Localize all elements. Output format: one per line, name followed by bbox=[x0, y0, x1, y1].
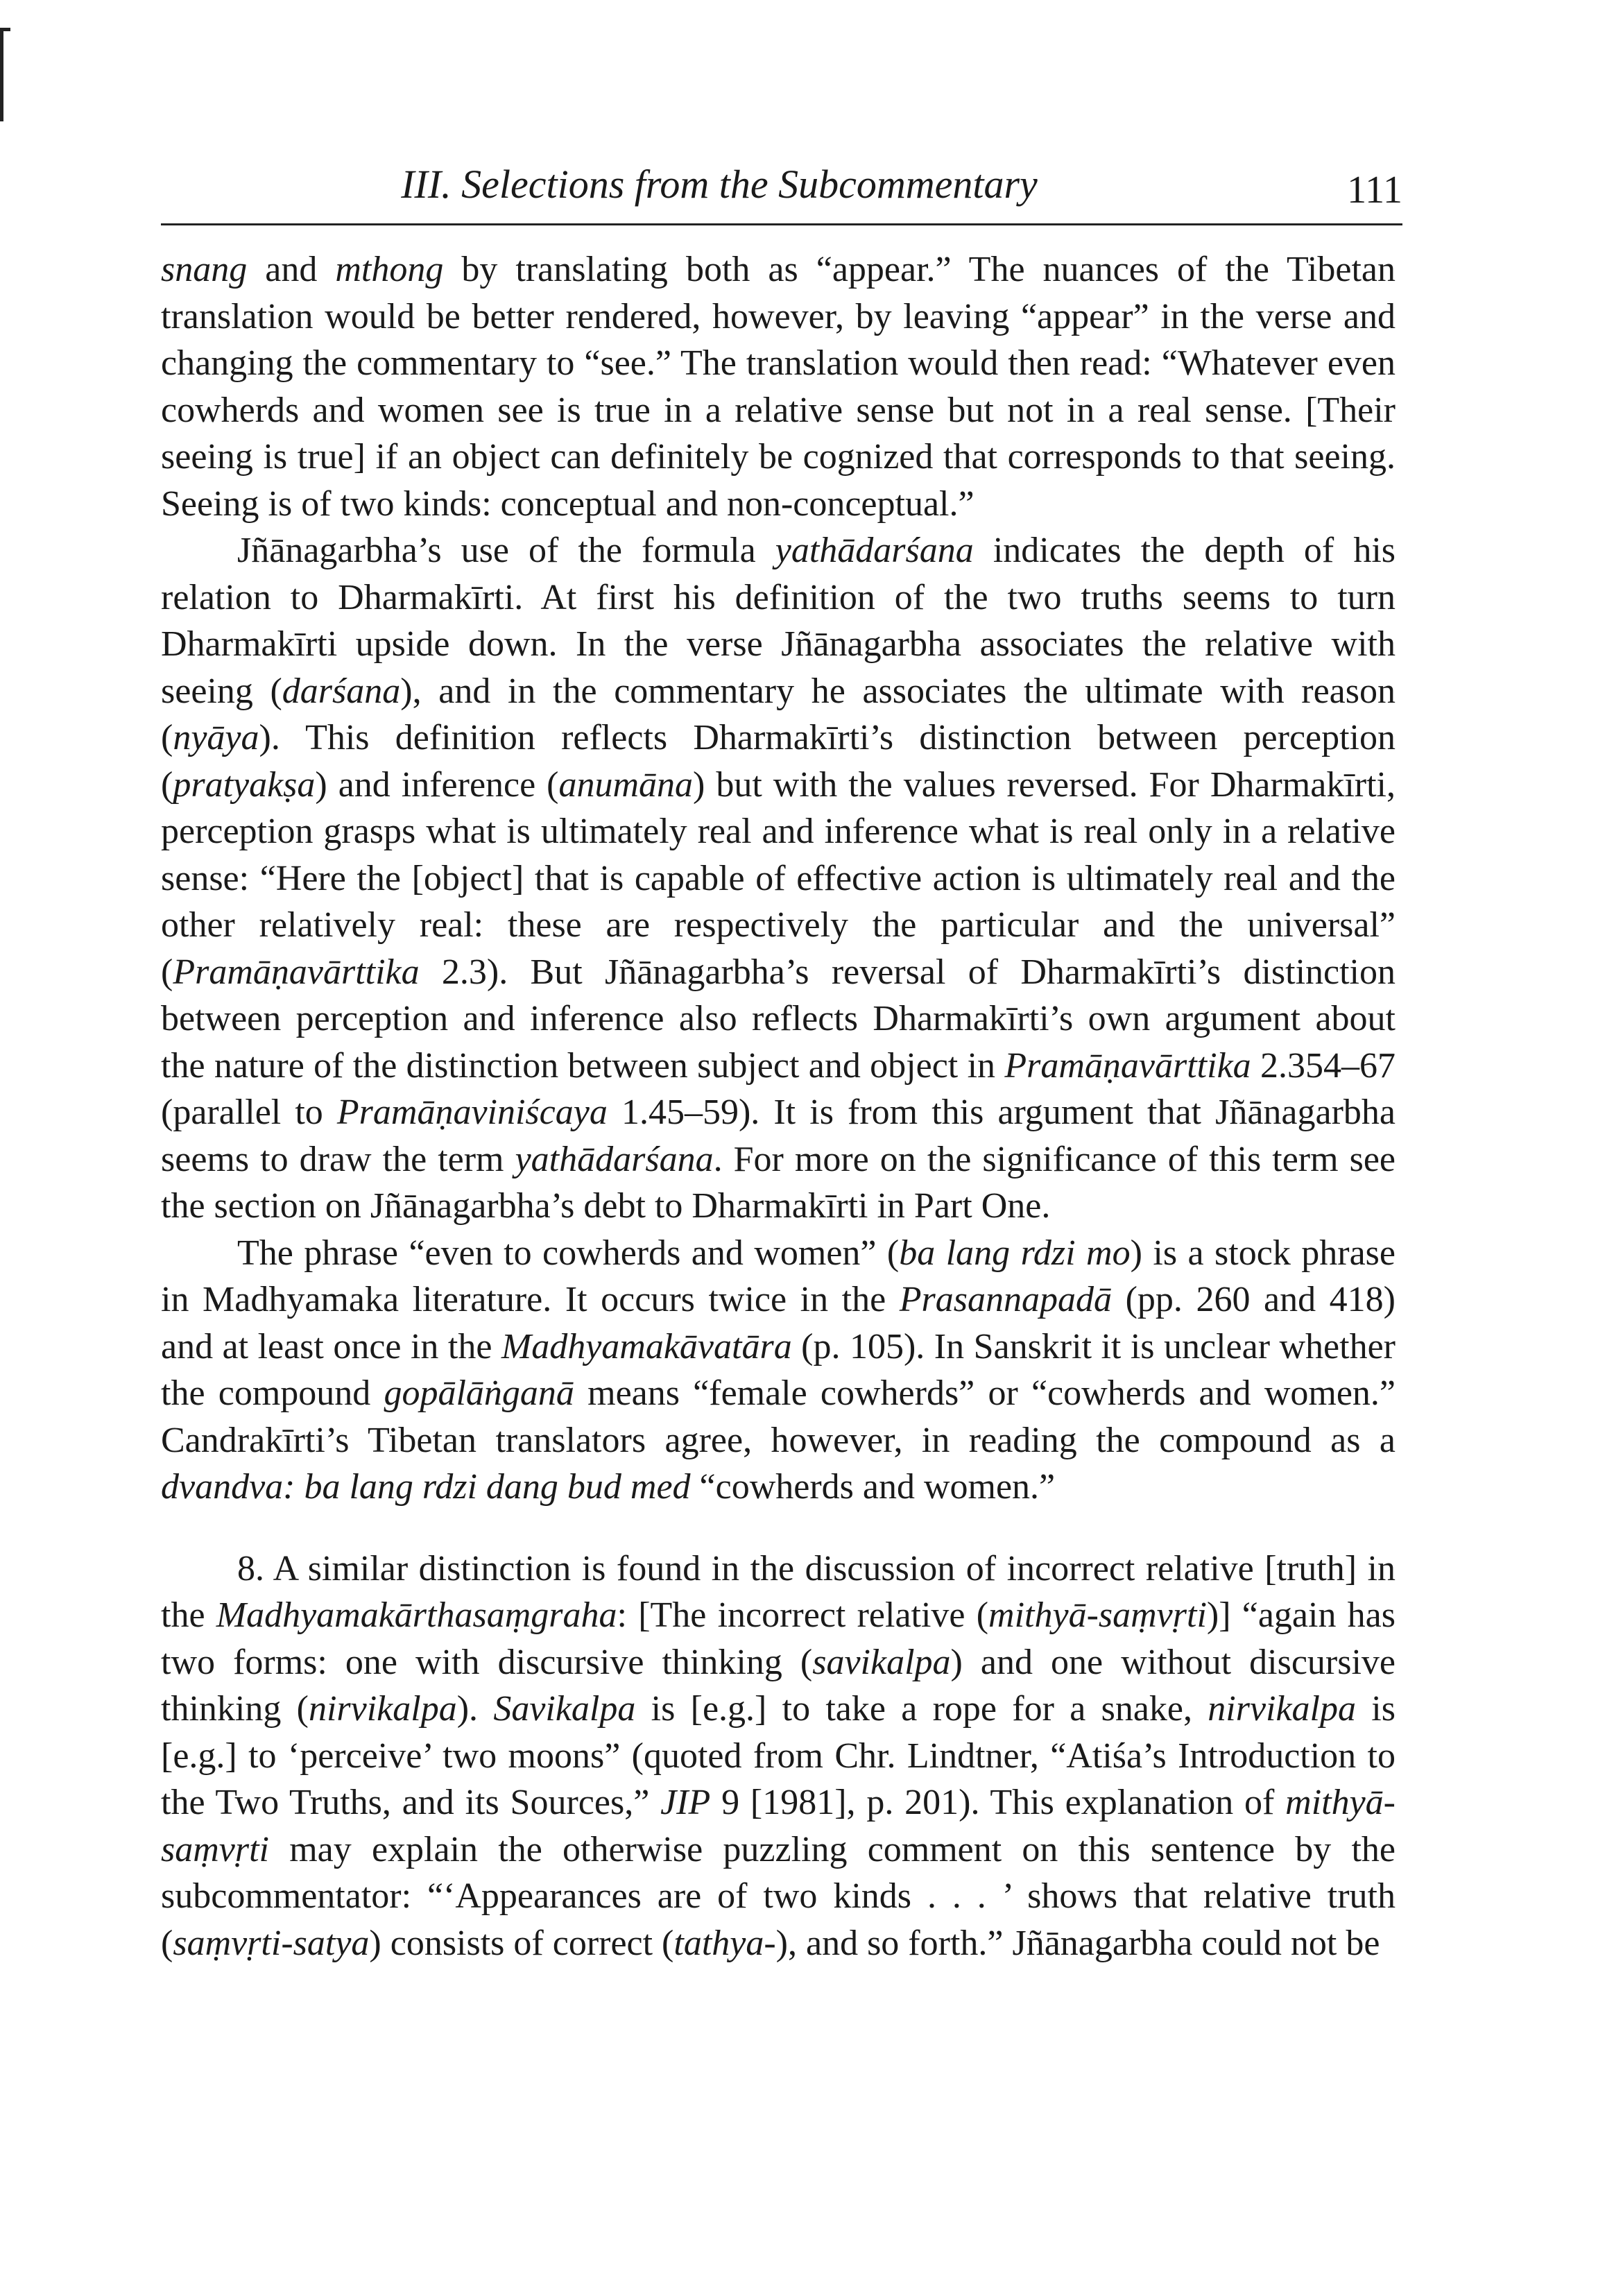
italic-term: Prasannapadā bbox=[899, 1280, 1112, 1319]
italic-term: pratyakṣa bbox=[173, 764, 316, 805]
body-text bbox=[161, 246, 1396, 1967]
italic-term: nyāya bbox=[173, 718, 259, 757]
italic-term: saṃvṛti-satya bbox=[173, 1923, 370, 1963]
text-run: ) and one without discursive thinking ( bbox=[161, 1642, 1396, 1729]
paragraph bbox=[161, 246, 1396, 527]
running-head: III. Selections from the Subcommentary bbox=[401, 162, 1038, 207]
italic-term: yathādarśana bbox=[515, 1139, 714, 1179]
italic-term: Madhyamakārthasaṃgraha bbox=[216, 1595, 617, 1635]
italic-term: Pramāṇaviniścaya bbox=[336, 1093, 608, 1132]
italic-term: Pramāṇavārttika bbox=[1004, 1045, 1251, 1086]
text-run: 2.3). But Jñānagarbha’s reversal of Dharmakīrti’s distinction between perception and inference also reflects Dharmakīrti’s own argument about the nature of the distinction between subject and object in bbox=[161, 952, 1396, 1086]
text-run: ) but with the values reversed. For Dharmakīrti, perception grasps what is ultimately real and inference what is real only in a relative sense: “Here the [object] that is capable of effective action is ultimately real and the other relatively real: these are respectively the particular and the universal” ( bbox=[161, 764, 1396, 992]
paragraph bbox=[161, 527, 1396, 1230]
text-run: 8. A similar distinction is found in the discussion of incorrect relative [truth] in the bbox=[161, 1548, 1396, 1635]
text-run: (pp. 260 and 418) and at least once in the bbox=[161, 1280, 1396, 1367]
italic-term: gopālāṅganā bbox=[384, 1373, 574, 1413]
text-run: ). This definition reflects Dharmakīrti’s distinction between perception ( bbox=[161, 718, 1396, 805]
page-header bbox=[161, 161, 1402, 225]
text-run: is [e.g.] to ‘perceive’ two moons” (quoted from Chr. Lindtner, “Atiśa’s Introduction to the Two Truths, and its Sources,” bbox=[161, 1689, 1396, 1822]
text-run: . For more on the significance of this term see the section on Jñānagarbha’s debt to Dharmakīrti in Part One. bbox=[161, 1139, 1396, 1226]
text-run: ), and in the commentary he associates the ultimate with reason ( bbox=[161, 671, 1396, 757]
page-edge-mark bbox=[0, 28, 10, 121]
text-run: ) consists of correct ( bbox=[369, 1923, 674, 1963]
text-run: indicates the depth of his relation to Dharmakīrti. At first his definition of the two truths seems to turn Dharmakīrti upside down. In the verse Jñānagarbha associates the relative with seeing ( bbox=[161, 531, 1396, 711]
text-run: 1.45–59). It is from this argument that Jñānagarbha seems to draw the term bbox=[161, 1093, 1396, 1179]
text-run: (p. 105). In Sanskrit it is unclear whether the compound bbox=[161, 1326, 1396, 1413]
italic-term: nirvikalpa bbox=[1208, 1689, 1357, 1729]
italic-term: Pramāṇavārttika bbox=[173, 952, 420, 992]
italic-term: mthong bbox=[335, 250, 444, 289]
text-run: by translating both as “appear.” The nuances of the Tibetan translation would be better rendered, however, by leaving “appear” in the verse and changing the commentary to “see.” The translation would then read: “Whatever even cowherds and women see is true in a relative sense but not in a real sense. [Their seeing is true] if an object can definitely be cognized that corresponds to that seeing. Seeing is of two kinds: conceptual and non-conceptual.” bbox=[161, 250, 1396, 524]
italic-term: snang bbox=[161, 250, 248, 289]
page-number: 111 bbox=[1347, 169, 1402, 212]
text-run: Jñānagarbha’s use of the formula bbox=[237, 531, 775, 570]
italic-term: yathādarśana bbox=[775, 531, 974, 570]
note-paragraph bbox=[161, 1545, 1396, 1967]
paragraph bbox=[161, 1230, 1396, 1511]
text-run: ). bbox=[456, 1689, 494, 1729]
text-run: may explain the otherwise puzzling comment on this sentence by the subcommentator: “‘Appearances are of two kinds . . . ’ shows that relative truth ( bbox=[161, 1829, 1396, 1963]
text-run: “cowherds and women.” bbox=[690, 1467, 1056, 1507]
italic-term: mithyā-saṃvṛti bbox=[988, 1595, 1207, 1635]
text-run: ) and inference ( bbox=[315, 764, 559, 805]
text-run: 2.354–67 (parallel to bbox=[161, 1045, 1396, 1132]
text-run: ) is a stock phrase in Madhyamaka literature. It occurs twice in the bbox=[161, 1233, 1396, 1319]
text-run: ), and so forth.” Jñānagarbha could not be bbox=[775, 1923, 1380, 1963]
text-run: : [The incorrect relative ( bbox=[617, 1595, 989, 1635]
italic-term: dvandva: ba lang rdzi dang bud med bbox=[161, 1467, 691, 1507]
text-run: is [e.g.] to take a rope for a snake, bbox=[635, 1689, 1208, 1729]
italic-term: Savikalpa bbox=[493, 1689, 636, 1729]
text-run: )] “again has two forms: one with discursive thinking ( bbox=[161, 1595, 1396, 1682]
italic-term: darśana bbox=[282, 671, 401, 711]
text-run: The phrase “even to cowherds and women” ( bbox=[237, 1233, 900, 1273]
text-run: and bbox=[247, 250, 336, 289]
italic-term: ba lang rdzi mo bbox=[899, 1233, 1131, 1273]
italic-term: nirvikalpa bbox=[308, 1689, 457, 1729]
italic-term: JIP bbox=[660, 1783, 711, 1822]
italic-term: tathya- bbox=[673, 1923, 776, 1963]
italic-term: savikalpa bbox=[812, 1642, 951, 1682]
italic-term: Madhyamakāvatāra bbox=[501, 1326, 792, 1367]
italic-term: mithyā-saṃvṛti bbox=[161, 1783, 1396, 1869]
text-run: 9 [1981], p. 201). This explanation of bbox=[710, 1783, 1286, 1822]
italic-term: anumāna bbox=[558, 764, 694, 805]
text-run: means “female cowherds” or “cowherds and women.” Candrakīrti’s Tibetan translators agree, however, in reading the compound as a bbox=[161, 1373, 1396, 1460]
